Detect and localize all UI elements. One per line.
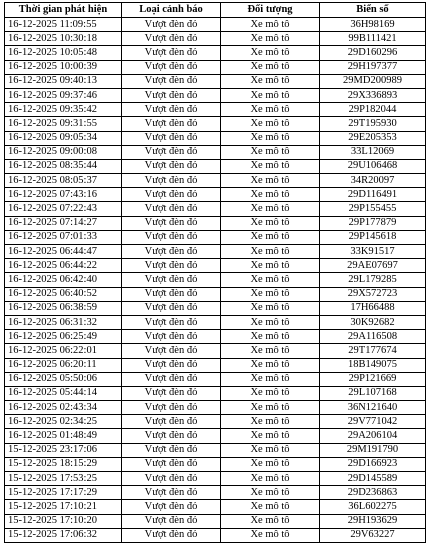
cell-vehicle-type: Xe mô tô (221, 145, 320, 159)
table-body (5, 18, 426, 543)
header-license-plate: Biển số (320, 3, 426, 18)
cell-vehicle-type: Xe mô tô (221, 386, 320, 400)
cell-alert-type: Vượt đèn đỏ (122, 46, 221, 60)
cell-vehicle-type: Xe mô tô (221, 74, 320, 88)
cell-license-plate: 29A116508 (320, 330, 426, 344)
cell-vehicle-type: Xe mô tô (221, 159, 320, 173)
cell-detection-time: 15-12-2025 17:17:29 (5, 486, 122, 500)
table-row (5, 32, 426, 46)
table-row (5, 415, 426, 429)
cell-alert-type: Vượt đèn đỏ (122, 174, 221, 188)
cell-vehicle-type: Xe mô tô (221, 287, 320, 301)
cell-vehicle-type: Xe mô tô (221, 202, 320, 216)
table-row (5, 74, 426, 88)
cell-vehicle-type: Xe mô tô (221, 188, 320, 202)
cell-license-plate: 29U106468 (320, 159, 426, 173)
cell-vehicle-type: Xe mô tô (221, 415, 320, 429)
cell-alert-type: Vượt đèn đỏ (122, 103, 221, 117)
cell-vehicle-type: Xe mô tô (221, 46, 320, 60)
cell-license-plate: 17H66488 (320, 301, 426, 315)
cell-detection-time: 16-12-2025 02:34:25 (5, 415, 122, 429)
cell-detection-time: 16-12-2025 06:22:01 (5, 344, 122, 358)
cell-license-plate: 29D145589 (320, 472, 426, 486)
cell-detection-time: 16-12-2025 06:44:47 (5, 245, 122, 259)
table-row (5, 131, 426, 145)
cell-detection-time: 16-12-2025 09:05:34 (5, 131, 122, 145)
cell-vehicle-type: Xe mô tô (221, 117, 320, 131)
cell-license-plate: 29P121669 (320, 372, 426, 386)
cell-detection-time: 16-12-2025 10:00:39 (5, 60, 122, 74)
cell-vehicle-type: Xe mô tô (221, 457, 320, 471)
header-vehicle-type: Đối tượng (221, 3, 320, 18)
cell-license-plate: 29MD200989 (320, 74, 426, 88)
cell-alert-type: Vượt đèn đỏ (122, 500, 221, 514)
cell-license-plate: 29A206104 (320, 429, 426, 443)
cell-detection-time: 16-12-2025 02:43:34 (5, 401, 122, 415)
cell-vehicle-type: Xe mô tô (221, 18, 320, 32)
cell-license-plate: 29H193629 (320, 514, 426, 528)
cell-detection-time: 16-12-2025 09:00:08 (5, 145, 122, 159)
cell-vehicle-type: Xe mô tô (221, 344, 320, 358)
cell-license-plate: 29D236863 (320, 486, 426, 500)
cell-detection-time: 16-12-2025 05:44:14 (5, 386, 122, 400)
cell-alert-type: Vượt đèn đỏ (122, 245, 221, 259)
cell-detection-time: 16-12-2025 05:50:06 (5, 372, 122, 386)
table-row (5, 145, 426, 159)
table-row (5, 60, 426, 74)
table-row (5, 287, 426, 301)
cell-license-plate: 36L602275 (320, 500, 426, 514)
cell-vehicle-type: Xe mô tô (221, 528, 320, 542)
table-row (5, 230, 426, 244)
cell-vehicle-type: Xe mô tô (221, 472, 320, 486)
cell-alert-type: Vượt đèn đỏ (122, 18, 221, 32)
cell-vehicle-type: Xe mô tô (221, 60, 320, 74)
cell-alert-type: Vượt đèn đỏ (122, 216, 221, 230)
header-alert-type: Loại cảnh báo (122, 3, 221, 18)
cell-detection-time: 16-12-2025 09:40:13 (5, 74, 122, 88)
table-row (5, 486, 426, 500)
cell-vehicle-type: Xe mô tô (221, 131, 320, 145)
violation-table-container (4, 2, 425, 543)
cell-detection-time: 16-12-2025 10:30:18 (5, 32, 122, 46)
cell-vehicle-type: Xe mô tô (221, 443, 320, 457)
table-row (5, 216, 426, 230)
table-row (5, 245, 426, 259)
cell-license-plate: 33L12069 (320, 145, 426, 159)
cell-alert-type: Vượt đèn đỏ (122, 472, 221, 486)
cell-license-plate: 29P182044 (320, 103, 426, 117)
cell-vehicle-type: Xe mô tô (221, 358, 320, 372)
cell-detection-time: 16-12-2025 10:05:48 (5, 46, 122, 60)
cell-license-plate: 29X336893 (320, 88, 426, 102)
cell-alert-type: Vượt đèn đỏ (122, 344, 221, 358)
cell-alert-type: Vượt đèn đỏ (122, 386, 221, 400)
cell-license-plate: 36N121640 (320, 401, 426, 415)
cell-vehicle-type: Xe mô tô (221, 315, 320, 329)
cell-alert-type: Vượt đèn đỏ (122, 159, 221, 173)
cell-license-plate: 29D160296 (320, 46, 426, 60)
cell-license-plate: 29P177879 (320, 216, 426, 230)
cell-vehicle-type: Xe mô tô (221, 429, 320, 443)
table-header-row (5, 3, 426, 18)
table-row (5, 372, 426, 386)
table-row (5, 386, 426, 400)
cell-alert-type: Vượt đèn đỏ (122, 429, 221, 443)
cell-detection-time: 16-12-2025 06:42:40 (5, 273, 122, 287)
cell-detection-time: 16-12-2025 09:31:55 (5, 117, 122, 131)
cell-detection-time: 15-12-2025 23:17:06 (5, 443, 122, 457)
cell-license-plate: 18B149075 (320, 358, 426, 372)
cell-detection-time: 15-12-2025 17:10:21 (5, 500, 122, 514)
cell-detection-time: 15-12-2025 17:10:20 (5, 514, 122, 528)
cell-license-plate: 29D166923 (320, 457, 426, 471)
cell-license-plate: 29T177674 (320, 344, 426, 358)
table-row (5, 443, 426, 457)
cell-license-plate: 29X572723 (320, 287, 426, 301)
table-row (5, 117, 426, 131)
header-detection-time: Thời gian phát hiện (5, 3, 122, 18)
cell-vehicle-type: Xe mô tô (221, 88, 320, 102)
cell-alert-type: Vượt đèn đỏ (122, 486, 221, 500)
cell-alert-type: Vượt đèn đỏ (122, 188, 221, 202)
table-row (5, 472, 426, 486)
cell-vehicle-type: Xe mô tô (221, 301, 320, 315)
cell-alert-type: Vượt đèn đỏ (122, 74, 221, 88)
cell-detection-time: 16-12-2025 01:48:49 (5, 429, 122, 443)
cell-vehicle-type: Xe mô tô (221, 330, 320, 344)
table-row (5, 528, 426, 542)
cell-detection-time: 16-12-2025 07:22:43 (5, 202, 122, 216)
cell-detection-time: 16-12-2025 08:05:37 (5, 174, 122, 188)
table-row (5, 344, 426, 358)
cell-alert-type: Vượt đèn đỏ (122, 514, 221, 528)
cell-detection-time: 16-12-2025 06:20:11 (5, 358, 122, 372)
cell-license-plate: 29AE07697 (320, 259, 426, 273)
cell-alert-type: Vượt đèn đỏ (122, 358, 221, 372)
cell-license-plate: 29D116491 (320, 188, 426, 202)
table-row (5, 429, 426, 443)
cell-alert-type: Vượt đèn đỏ (122, 301, 221, 315)
cell-license-plate: 30K92682 (320, 315, 426, 329)
cell-detection-time: 15-12-2025 17:53:25 (5, 472, 122, 486)
cell-alert-type: Vượt đèn đỏ (122, 443, 221, 457)
cell-license-plate: 99B111421 (320, 32, 426, 46)
cell-license-plate: 29V63227 (320, 528, 426, 542)
cell-detection-time: 16-12-2025 07:14:27 (5, 216, 122, 230)
table-row (5, 159, 426, 173)
cell-vehicle-type: Xe mô tô (221, 486, 320, 500)
cell-alert-type: Vượt đèn đỏ (122, 315, 221, 329)
cell-vehicle-type: Xe mô tô (221, 245, 320, 259)
cell-license-plate: 29M191790 (320, 443, 426, 457)
cell-vehicle-type: Xe mô tô (221, 500, 320, 514)
cell-alert-type: Vượt đèn đỏ (122, 202, 221, 216)
cell-alert-type: Vượt đèn đỏ (122, 415, 221, 429)
cell-detection-time: 16-12-2025 06:44:22 (5, 259, 122, 273)
table-row (5, 330, 426, 344)
cell-detection-time: 16-12-2025 06:31:32 (5, 315, 122, 329)
cell-vehicle-type: Xe mô tô (221, 401, 320, 415)
cell-alert-type: Vượt đèn đỏ (122, 259, 221, 273)
table-row (5, 259, 426, 273)
cell-detection-time: 16-12-2025 06:40:52 (5, 287, 122, 301)
cell-vehicle-type: Xe mô tô (221, 273, 320, 287)
cell-license-plate: 29L107168 (320, 386, 426, 400)
cell-license-plate: 34R20097 (320, 174, 426, 188)
table-row (5, 103, 426, 117)
cell-detection-time: 16-12-2025 09:37:46 (5, 88, 122, 102)
cell-vehicle-type: Xe mô tô (221, 514, 320, 528)
cell-alert-type: Vượt đèn đỏ (122, 330, 221, 344)
cell-detection-time: 16-12-2025 08:35:44 (5, 159, 122, 173)
cell-license-plate: 29H197377 (320, 60, 426, 74)
cell-vehicle-type: Xe mô tô (221, 174, 320, 188)
cell-detection-time: 16-12-2025 09:35:42 (5, 103, 122, 117)
cell-vehicle-type: Xe mô tô (221, 372, 320, 386)
table-row (5, 18, 426, 32)
cell-alert-type: Vượt đèn đỏ (122, 230, 221, 244)
cell-license-plate: 29E205353 (320, 131, 426, 145)
table-row (5, 401, 426, 415)
cell-alert-type: Vượt đèn đỏ (122, 401, 221, 415)
table-row (5, 88, 426, 102)
table-row (5, 315, 426, 329)
table-row (5, 188, 426, 202)
cell-detection-time: 15-12-2025 18:15:29 (5, 457, 122, 471)
cell-license-plate: 36H98169 (320, 18, 426, 32)
cell-license-plate: 33K91517 (320, 245, 426, 259)
cell-license-plate: 29L179285 (320, 273, 426, 287)
cell-alert-type: Vượt đèn đỏ (122, 528, 221, 542)
cell-vehicle-type: Xe mô tô (221, 259, 320, 273)
cell-license-plate: 29P145618 (320, 230, 426, 244)
cell-detection-time: 16-12-2025 06:38:59 (5, 301, 122, 315)
cell-alert-type: Vượt đèn đỏ (122, 273, 221, 287)
cell-alert-type: Vượt đèn đỏ (122, 145, 221, 159)
cell-detection-time: 16-12-2025 07:43:16 (5, 188, 122, 202)
cell-alert-type: Vượt đèn đỏ (122, 32, 221, 46)
cell-license-plate: 29V771042 (320, 415, 426, 429)
cell-vehicle-type: Xe mô tô (221, 230, 320, 244)
table-row (5, 174, 426, 188)
cell-vehicle-type: Xe mô tô (221, 32, 320, 46)
cell-alert-type: Vượt đèn đỏ (122, 60, 221, 74)
violation-table (4, 2, 426, 543)
cell-detection-time: 15-12-2025 17:06:32 (5, 528, 122, 542)
cell-alert-type: Vượt đèn đỏ (122, 457, 221, 471)
cell-alert-type: Vượt đèn đỏ (122, 287, 221, 301)
cell-license-plate: 29T195930 (320, 117, 426, 131)
cell-detection-time: 16-12-2025 06:25:49 (5, 330, 122, 344)
cell-license-plate: 29P155455 (320, 202, 426, 216)
cell-detection-time: 16-12-2025 11:09:55 (5, 18, 122, 32)
cell-alert-type: Vượt đèn đỏ (122, 88, 221, 102)
table-row (5, 358, 426, 372)
cell-alert-type: Vượt đèn đỏ (122, 131, 221, 145)
table-row (5, 514, 426, 528)
cell-alert-type: Vượt đèn đỏ (122, 117, 221, 131)
table-row (5, 457, 426, 471)
cell-vehicle-type: Xe mô tô (221, 103, 320, 117)
cell-detection-time: 16-12-2025 07:01:33 (5, 230, 122, 244)
cell-vehicle-type: Xe mô tô (221, 216, 320, 230)
cell-alert-type: Vượt đèn đỏ (122, 372, 221, 386)
table-row (5, 301, 426, 315)
table-row (5, 46, 426, 60)
table-row (5, 202, 426, 216)
table-row (5, 273, 426, 287)
